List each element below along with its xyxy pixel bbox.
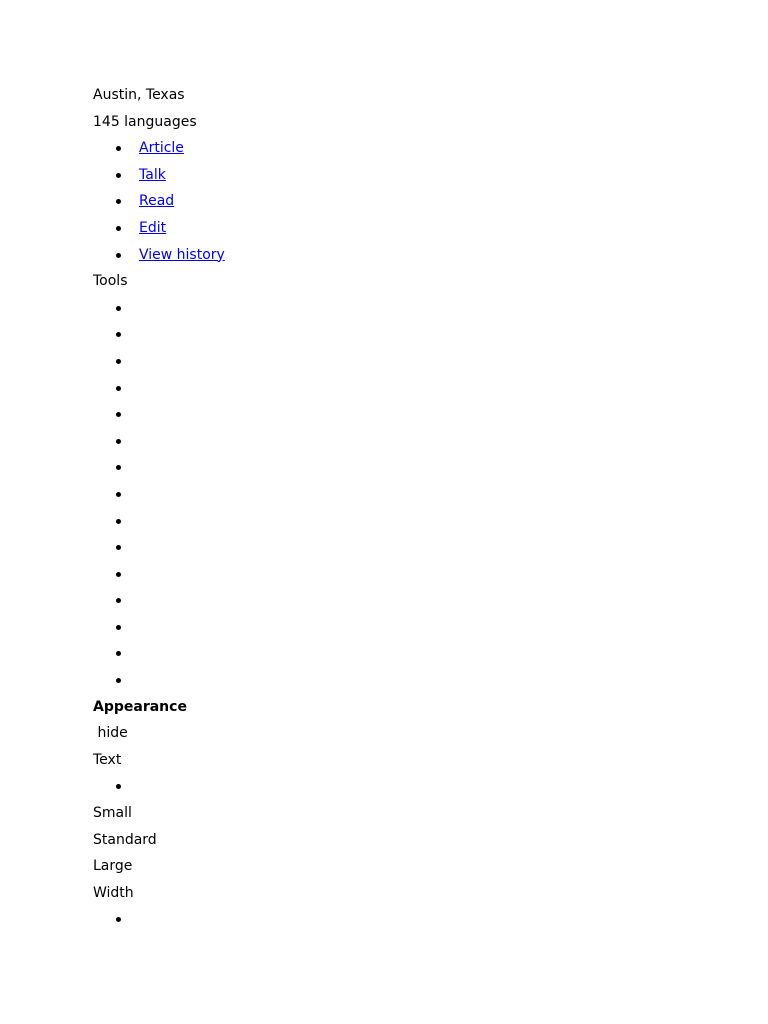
tools-list-item — [93, 669, 768, 696]
appearance-heading: Appearance — [93, 698, 187, 715]
tab-article — [93, 137, 768, 164]
width-option-item — [93, 908, 768, 935]
text-size-small[interactable]: Small — [93, 805, 132, 822]
appearance-hide-button[interactable] — [93, 722, 768, 749]
appearance-hide-label: hide — [97, 725, 128, 742]
tab-view-history-link[interactable]: View history — [139, 246, 225, 263]
tools-list-item — [93, 430, 768, 457]
tab-edit-link[interactable]: Edit — [139, 219, 167, 236]
tools-list-item — [93, 510, 768, 537]
text-options-list — [93, 775, 768, 802]
languages-button[interactable]: 145 languages — [93, 113, 197, 130]
tab-view-history — [93, 244, 768, 271]
tab-read — [93, 190, 768, 217]
tab-talk-link[interactable]: Talk — [139, 166, 166, 183]
width-section-label: Width — [93, 884, 134, 901]
tools-list-item — [93, 563, 768, 590]
page-actions-list — [93, 137, 768, 270]
tools-list-item — [93, 642, 768, 669]
text-size-large[interactable]: Large — [93, 858, 133, 875]
tools-list — [93, 297, 768, 696]
text-size-standard[interactable]: Standard — [93, 831, 157, 848]
tools-list-item — [93, 536, 768, 563]
tools-list-item — [93, 403, 768, 430]
tab-edit — [93, 217, 768, 244]
text-option-item — [93, 775, 768, 802]
page-title: Austin, Texas — [93, 87, 185, 103]
tools-list-item — [93, 323, 768, 350]
tools-list-item — [93, 483, 768, 510]
tools-list-item — [93, 616, 768, 643]
tools-list-item — [93, 297, 768, 324]
tools-menu-label[interactable]: Tools — [93, 273, 128, 290]
tab-article-link[interactable]: Article — [139, 140, 184, 157]
text-section-label: Text — [93, 751, 122, 768]
tools-list-item — [93, 456, 768, 483]
tools-list-item — [93, 377, 768, 404]
width-options-list — [93, 908, 768, 935]
tab-talk — [93, 164, 768, 191]
tab-read-link[interactable]: Read — [139, 193, 175, 210]
tools-list-item — [93, 350, 768, 377]
tools-list-item — [93, 589, 768, 616]
